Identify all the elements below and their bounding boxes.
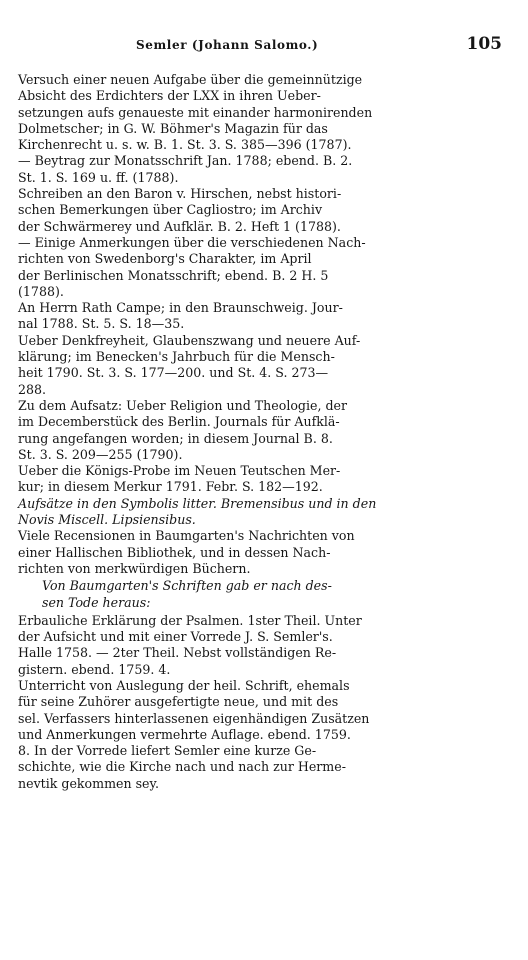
entry-ueber-die-koenigs-probe [18,463,512,496]
text-line: Erbauliche Erklärung der Psalmen. 1ster Theil. Unter [18,612,362,628]
text-line: Kirchenrecht u. s. w. B. 1. St. 3. S. 385—396 (1787). [18,137,352,153]
running-head: Semler (Johann Salomo.) [136,38,319,52]
text-line: Aufsätze in den Symbolis litter. Bremensibus und in den [18,495,377,511]
text-line: kur; in diesem Merkur 1791. Febr. S. 182—192. [18,479,323,495]
entry-aufsaetze-symbolis [18,496,512,529]
text-line: der Berlinischen Monatsschrift; ebend. B. 2 H. 5 [18,267,329,283]
text-line: Novis Miscell. Lipsiensibus. [18,512,196,528]
text-line: Viele Recensionen in Baumgarten's Nachrichten von [18,528,355,544]
text-line: Ueber Denkfreyheit, Glaubenszwang und neuere Auf- [18,332,361,348]
text-line: — Einige Anmerkungen über die verschiedenen Nach- [18,234,366,250]
text-line: Ueber die Königs-Probe im Neuen Teutschen Mer- [18,463,341,479]
text-line: — Beytrag zur Monatsschrift Jan. 1788; ebend. B. 2. [18,153,353,169]
text-line: Von Baumgarten's Schriften gab er nach des- [42,578,332,594]
bibliography-list [18,72,512,792]
page-number: 105 [466,34,502,54]
text-line: schen Bemerkungen über Cagliostro; im Archiv [18,202,323,218]
text-line: schichte, wie die Kirche nach und nach zur Herme- [18,759,346,775]
text-line: Unterricht von Auslegung der heil. Schrift, ehemals [18,677,350,693]
text-line: 288. [18,381,47,397]
text-line: heit 1790. St. 3. S. 177—200. und St. 4. S. 273— [18,365,329,381]
text-line: richten von Swedenborg's Charakter, im April [18,251,312,267]
entry-zu-dem-aufsatz [18,398,512,463]
text-line: der Aufsicht und mit einer Vorrede J. S. Semler's. [18,629,333,645]
text-line: der Schwärmerey und Aufklär. B. 2. Heft 1 (1788). [18,218,341,234]
text-line: (1788). [18,283,64,299]
text-line: Zu dem Aufsatz: Ueber Religion und Theologie, der [18,397,348,413]
text-line: klärung; im Benecken's Jahrbuch für die Mensch- [18,349,335,365]
text-line: nal 1788. St. 5. S. 18—35. [18,316,185,332]
text-line: und Anmerkungen vermehrte Auflage. ebend. 1759. [18,726,351,742]
entry-erbauliche-erklaerung [18,613,512,678]
entry-versuch-einer-neuen-aufgabe [18,72,512,186]
text-line: im Decemberstück des Berlin. Journals für Aufklä- [18,414,340,430]
book-page [18,28,512,792]
text-line: rung angefangen worden; in diesem Journal B. 8. [18,430,333,446]
text-line: nevtik gekommen sey. [18,775,159,791]
text-line: sel. Verfassers hinterlassenen eigenhändigen Zusätzen [18,710,370,726]
entry-an-herrn-rath-campe [18,300,512,333]
text-line: gistern. ebend. 1759. 4. [18,661,171,677]
text-line: richten von merkwürdigen Büchern. [18,560,251,576]
text-line: St. 3. S. 209—255 (1790). [18,446,183,462]
entry-ueber-denkfreyheit [18,333,512,398]
text-line: St. 1. S. 169 u. ff. (1788). [18,169,179,185]
entry-schreiben-an-den-baron [18,186,512,300]
text-line: Absicht des Erdichters der LXX in ihren Ueber- [18,88,321,104]
text-line: 8. In der Vorrede liefert Semler eine kurze Ge- [18,743,317,759]
entry-viele-recensionen [18,528,512,577]
text-line: setzungen aufs genaueste mit einander harmonirenden [18,104,373,120]
text-line: Dolmetscher; in G. W. Böhmer's Magazin für das [18,120,328,136]
text-line: sen Tode heraus: [42,594,151,610]
text-line: Halle 1758. — 2ter Theil. Nebst vollständigen Re- [18,645,337,661]
section-heading [18,578,512,611]
text-line: An Herrn Rath Campe; in den Braunschweig. Jour- [18,300,343,316]
text-line: einer Hallischen Bibliothek, und in dessen Nach- [18,544,331,560]
text-line: Schreiben an den Baron v. Hirschen, nebst histori- [18,186,342,202]
text-line: für seine Zuhörer ausgefertigte neue, und mit des [18,694,339,710]
page-header [18,28,512,58]
text-line: Versuch einer neuen Aufgabe über die gemeinnützige [18,72,363,87]
entry-unterricht-von-auslegung [18,678,512,792]
